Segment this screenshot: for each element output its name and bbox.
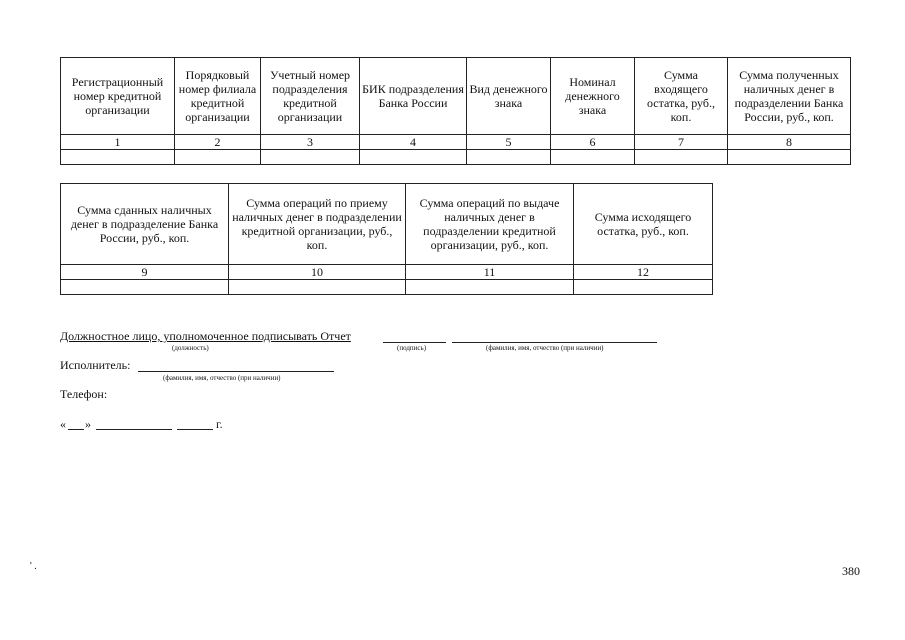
header-received-cash: Сумма полученных наличных денег в подразделении Банка России, руб., коп. — [728, 58, 851, 135]
column-number: 10 — [229, 265, 406, 280]
header-cash-receipts: Сумма операций по приему наличных денег в подразделении кредитной организации, руб., коп. — [229, 184, 406, 265]
header-branch-number: Порядковый номер филиала кредитной организации — [175, 58, 261, 135]
column-number: 9 — [61, 265, 229, 280]
header-reg-number: Регистрационный номер кредитной организации — [61, 58, 175, 135]
table-2-number-row — [61, 265, 713, 280]
table-cell[interactable] — [635, 150, 728, 165]
report-table-1 — [60, 57, 851, 165]
table-2-data-row — [61, 280, 713, 295]
report-table-2 — [60, 183, 713, 295]
table-cell[interactable] — [551, 150, 635, 165]
table-cell[interactable] — [574, 280, 713, 295]
table-1-header-row — [61, 58, 851, 135]
page-number: 380 — [842, 564, 860, 578]
executor-label: Исполнитель: — [60, 358, 131, 372]
table-cell[interactable] — [406, 280, 574, 295]
table-cell[interactable] — [467, 150, 551, 165]
column-number: 11 — [406, 265, 574, 280]
table-1-number-row — [61, 135, 851, 150]
position-caption: (должность) — [172, 344, 209, 352]
column-number: 2 — [175, 135, 261, 150]
date-day-line[interactable] — [68, 429, 84, 430]
header-banknote-type: Вид денежного знака — [467, 58, 551, 135]
fio-caption: (фамилия, имя, отчество (при наличии) — [486, 344, 604, 352]
date-open-quote: « — [60, 417, 66, 431]
column-number: 12 — [574, 265, 713, 280]
table-cell[interactable] — [728, 150, 851, 165]
header-closing-balance: Сумма исходящего остатка, руб., коп. — [574, 184, 713, 265]
header-deposited-cash: Сумма сданных наличных денег в подразделение Банка России, руб., коп. — [61, 184, 229, 265]
table-cell[interactable] — [229, 280, 406, 295]
column-number: 5 — [467, 135, 551, 150]
executor-line[interactable] — [138, 371, 334, 372]
header-denomination: Номинал денежного знака — [551, 58, 635, 135]
column-number: 4 — [360, 135, 467, 150]
date-month-line[interactable] — [96, 429, 172, 430]
column-number: 8 — [728, 135, 851, 150]
header-cash-withdrawals: Сумма операций по выдаче наличных денег в подразделении кредитной организации, руб., коп. — [406, 184, 574, 265]
header-bik: БИК подразделения Банка России — [360, 58, 467, 135]
executor-caption: (фамилия, имя, отчество (при наличии) — [163, 374, 281, 382]
signature-caption: (подпись) — [397, 344, 427, 352]
official-label: Должностное лицо, уполномоченное подписывать Отчет — [60, 329, 351, 343]
column-number: 1 — [61, 135, 175, 150]
position-line[interactable] — [383, 342, 446, 343]
phone-label: Телефон: — [60, 387, 108, 401]
column-number: 6 — [551, 135, 635, 150]
column-number: 7 — [635, 135, 728, 150]
table-cell[interactable] — [175, 150, 261, 165]
date-year-line[interactable] — [177, 429, 213, 430]
table-2-header-row — [61, 184, 713, 265]
corner-marks: ' . — [30, 561, 37, 572]
table-cell[interactable] — [61, 280, 229, 295]
table-cell[interactable] — [360, 150, 467, 165]
table-1-data-row — [61, 150, 851, 165]
year-suffix: г. — [216, 417, 223, 431]
table-cell[interactable] — [261, 150, 360, 165]
date-close-quote: » — [85, 417, 91, 431]
table-cell[interactable] — [61, 150, 175, 165]
fio-line[interactable] — [452, 342, 657, 343]
header-unit-number: Учетный номер подразделения кредитной организации — [261, 58, 360, 135]
column-number: 3 — [261, 135, 360, 150]
header-opening-balance: Сумма входящего остатка, руб., коп. — [635, 58, 728, 135]
